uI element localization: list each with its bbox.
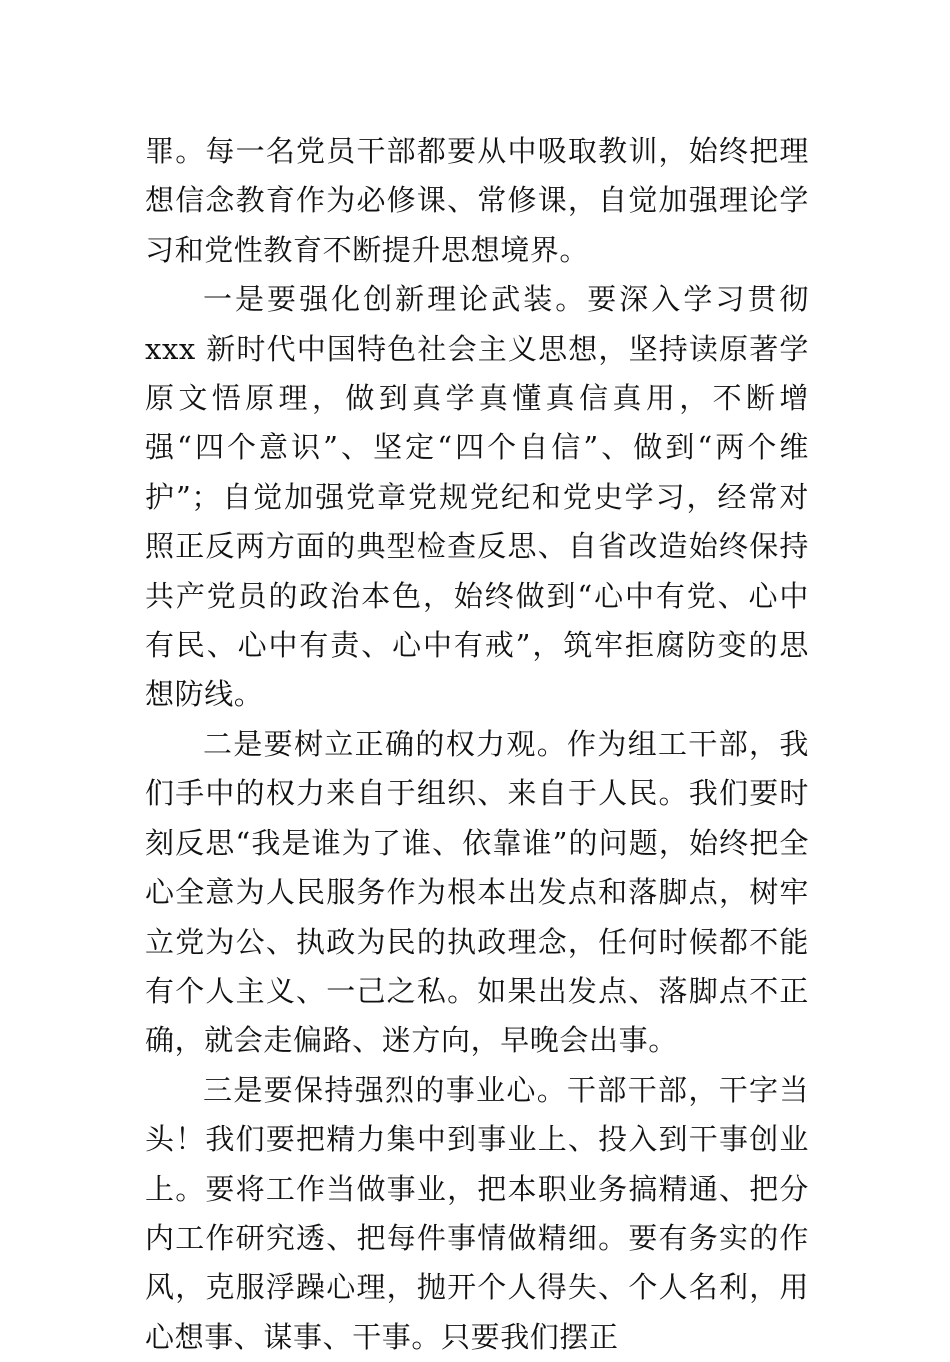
document-body [145, 127, 809, 1362]
paragraph-continuation: 罪。每一名党员干部都要从中吸取教训，始终把理想信念教育作为必修课、常修课，自觉加强理论学习和党性教育不断提升思想境界。 [145, 134, 809, 267]
paragraph-point-two: 二是要树立正确的权力观。作为组工干部，我们手中的权力来自于组织、来自于人民。我们要时刻反思“我是谁为了谁、依靠谁”的问题，始终把全心全意为人民服务作为根本出发点和落脚点，树牢立党为公、执政为民的执政理念，任何时候都不能有个人主义、一己之私。如果出发点、落脚点不正确，就会走偏路、迷方向，早晚会出事。 [145, 726, 809, 1058]
paragraph-point-three: 三是要保持强烈的事业心。干部干部，干字当头！我们要把精力集中到事业上、投入到干事创业上。要将工作当做事业，把本职业务搞精通、把分内工作研究透、把每件事情做精细。要有务实的作风，克服浮躁心理，抛开个人得失、个人名利，用心想事、谋事、干事。只要我们摆正 [145, 1072, 809, 1354]
paragraph-point-one: 一是要强化创新理论武装。要深入学习贯彻 xxx 新时代中国特色社会主义思想，坚持读原著学原文悟原理，做到真学真懂真信真用，不断增强“四个意识”、坚定“四个自信”、做到“两个维护”；自觉加强党章党规党纪和党史学习，经常对照正反两方面的典型检查反思、自省改造始终保持共产党员的政治本色，始终做到“心中有党、心中有民、心中有责、心中有戒”，筑牢拒腐防变的思想防线。 [145, 282, 809, 712]
